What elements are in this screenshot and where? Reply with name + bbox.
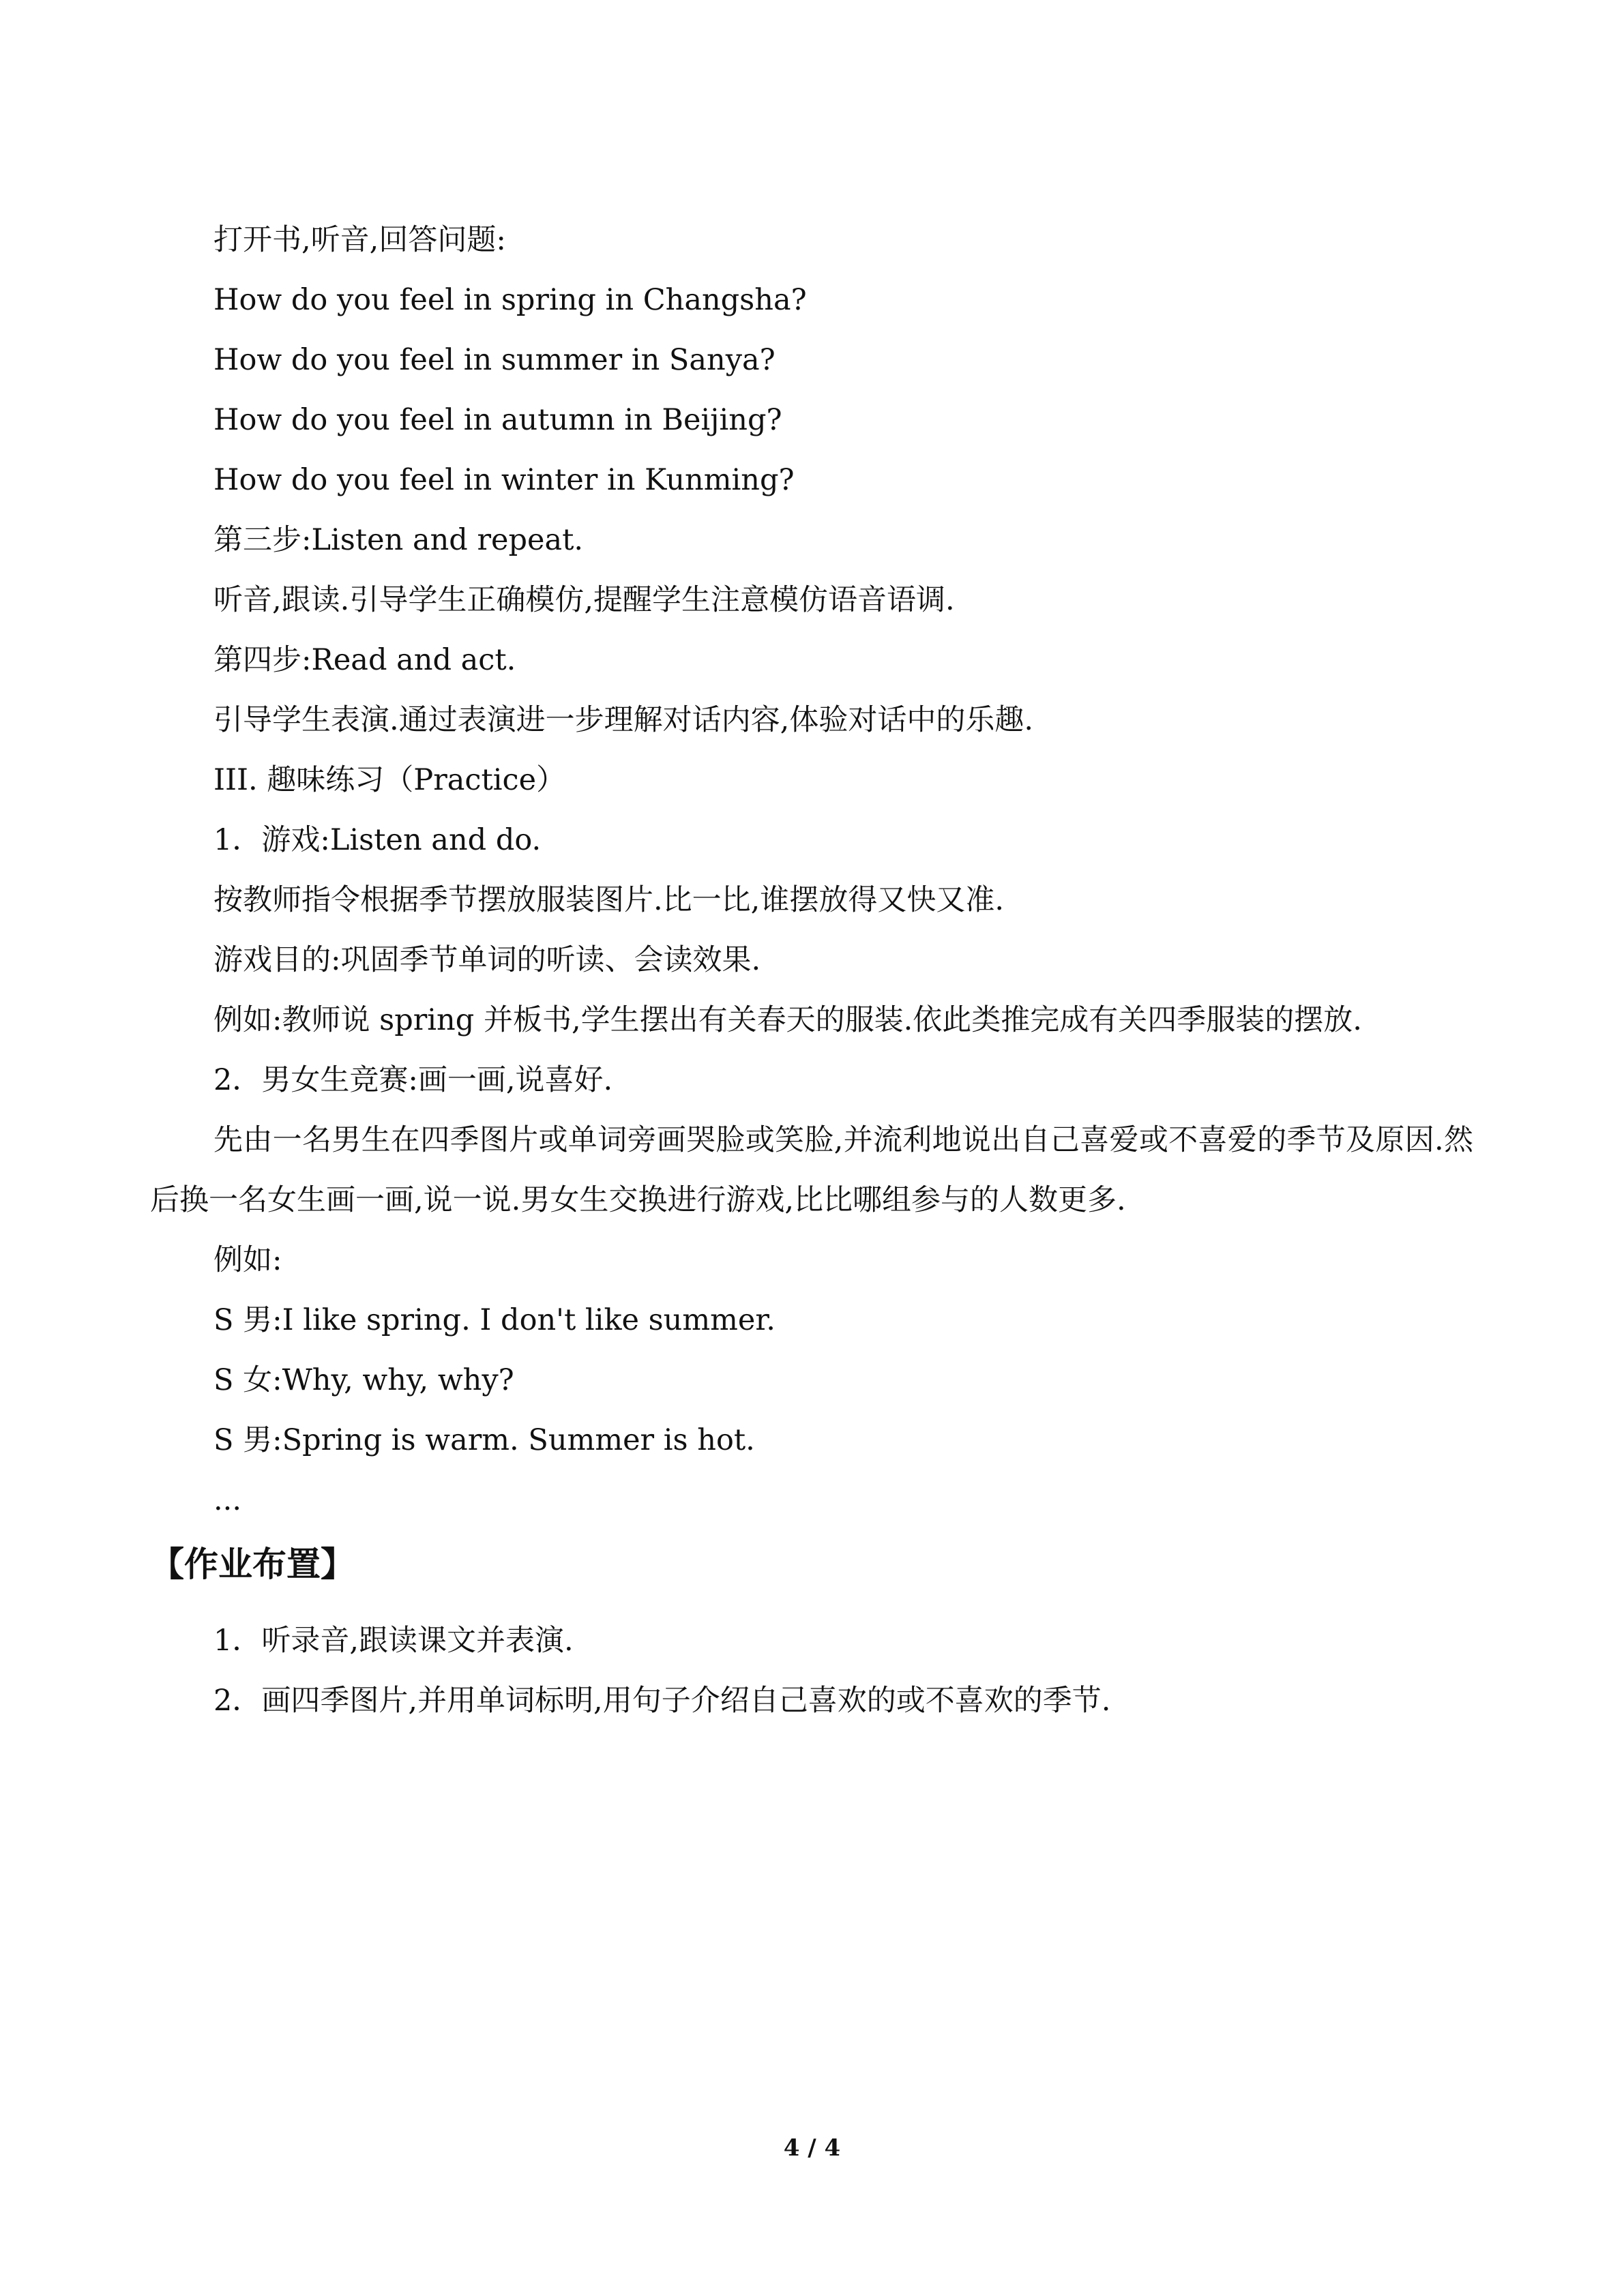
question-line: How do you feel in summer in Sanya? bbox=[213, 343, 776, 377]
homework-heading: 【作业布置】 bbox=[150, 1545, 355, 1584]
game-title: 1．游戏:Listen and do. bbox=[213, 823, 542, 857]
step-description: 听音,跟读.引导学生正确模仿,提醒学生注意模仿语音语调. bbox=[213, 583, 955, 617]
practice-heading: III. 趣味练习（Practice） bbox=[213, 763, 566, 797]
game-description: 按教师指令根据季节摆放服装图片.比一比,谁摆放得又快又准. bbox=[213, 883, 1005, 917]
step-heading: 第三步:Listen and repeat. bbox=[213, 523, 584, 557]
dialogue-line: S 男:I like spring. I don't like summer. bbox=[213, 1303, 776, 1337]
question-line: How do you feel in autumn in Beijing? bbox=[213, 403, 782, 437]
step-heading: 第四步:Read and act. bbox=[213, 643, 516, 677]
contest-description: 先由一名男生在四季图片或单词旁画哭脸或笑脸,并流利地说出自己喜爱或不喜爱的季节及原因.然后换一名女生画一画,说一说.男女生交换进行游戏,比比哪组参与的人数更多. bbox=[150, 1123, 1473, 1217]
instruction-line: 打开书,听音,回答问题: bbox=[213, 223, 506, 257]
homework-item: 2．画四季图片,并用单词标明,用句子介绍自己喜欢的或不喜欢的季节. bbox=[213, 1684, 1111, 1718]
step-description: 引导学生表演.通过表演进一步理解对话内容,体验对话中的乐趣. bbox=[213, 703, 1034, 737]
question-line: How do you feel in winter in Kunming? bbox=[213, 463, 795, 497]
game-example: 例如:教师说 spring 并板书,学生摆出有关春天的服装.依此类推完成有关四季服装的摆放. bbox=[213, 1003, 1362, 1037]
dialogue-line: S 女:Why, why, why? bbox=[213, 1363, 514, 1397]
example-label: 例如: bbox=[213, 1243, 282, 1277]
ellipsis-line: ... bbox=[213, 1483, 242, 1517]
contest-title: 2．男女生竞赛:画一画,说喜好. bbox=[213, 1063, 613, 1097]
question-line: How do you feel in spring in Changsha? bbox=[213, 283, 807, 317]
homework-item: 1．听录音,跟读课文并表演. bbox=[213, 1624, 574, 1658]
game-goal: 游戏目的:巩固季节单词的听读、会读效果. bbox=[213, 943, 761, 977]
page-content bbox=[150, 210, 1473, 1731]
dialogue-line: S 男:Spring is warm. Summer is hot. bbox=[213, 1423, 755, 1457]
page-number: 4 / 4 bbox=[783, 2134, 841, 2162]
